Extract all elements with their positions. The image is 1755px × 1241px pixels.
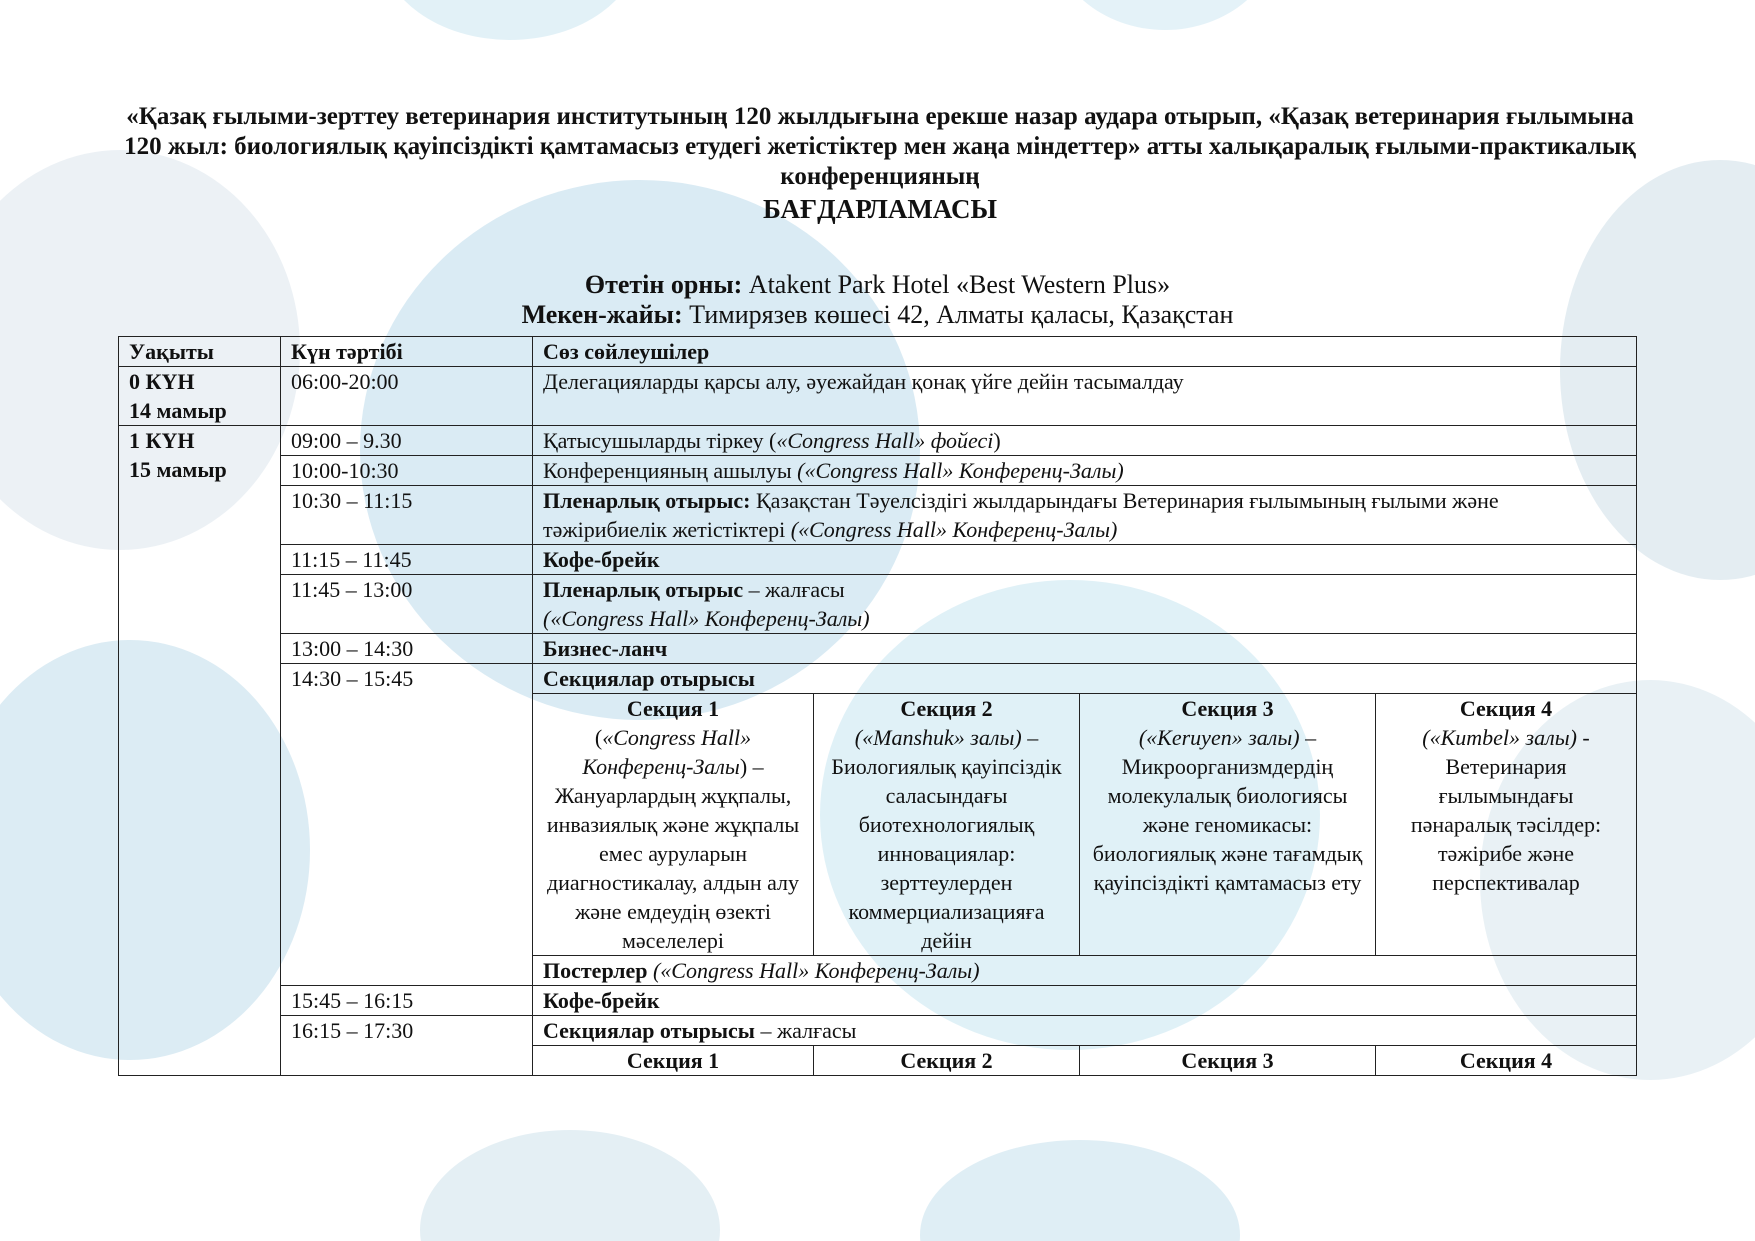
sessions2-time: 16:15 – 17:30 [281,1016,533,1076]
row-desc: Қатысушыларды тіркеу («Congress Hall» фойесі) [533,426,1637,456]
section2-4: Секция 4 [1376,1046,1637,1076]
row-time: 10:00-10:30 [281,456,533,486]
venue-place-label: Өтетін орны: [584,270,743,299]
row-desc: Кофе-брейк [533,986,1637,1016]
day1-label: 1 КҮН [129,428,195,453]
row-desc: Конференцияның ашылуы («Congress Hall» Конференц-Залы) [533,456,1637,486]
section-2: Секция 2 («Manshuk» залы) – Биологиялық қауіпсіздік саласындағы биотехнологиялық инновациялар: зерттеулерден коммерциализацияға дейін [814,694,1080,956]
table-row [119,1016,1637,1046]
day0-cell [119,367,281,426]
sessions-heading: Секциялар отырысы [533,664,1637,694]
venue-place [0,270,1755,300]
section2-1: Секция 1 [533,1046,814,1076]
header-time: Уақыты [119,337,281,367]
posters-row: Постерлер («Congress Hall» Конференц-Залы) [533,956,1637,986]
conference-title: «Қазақ ғылыми-зерттеу ветеринария институтының 120 жылдығына ерекше назар аудара отырып, «Қазақ ветеринария ғылымына 120 жыл: биологиялық қауіпсіздікті қамтамасыз етудегі жетістіктер мен жаңа міндеттер» атты халықаралық ғылыми-практикалық конференцияның [124,103,1636,190]
venue-place-value: Atakent Park Hotel «Best Western Plus» [748,270,1171,299]
venue-address-value: Тимирязев көшесі 42, Алматы қаласы, Қазақстан [689,300,1234,329]
program-heading: БАҒДАРЛАМАСЫ [763,194,997,224]
venue-address-label: Мекен-жайы: [521,300,683,329]
section-3: Секция 3 («Keruyen» залы) – Микроорганизмдердің молекулалық биологиясы және геномикасы: биологиялық және тағамдық қауіпсіздікті қамтамасыз ету [1080,694,1376,956]
row-time: 09:00 – 9.30 [281,426,533,456]
row-time: 11:15 – 11:45 [281,545,533,575]
venue-address [0,300,1755,330]
table-header-row [119,337,1637,367]
table-row [119,664,1637,694]
header-speakers: Сөз сөйлеушілер [533,337,1637,367]
table-row [119,575,1637,634]
section2-2: Секция 2 [814,1046,1080,1076]
day1-date: 15 мамыр [129,457,227,482]
section-1: Секция 1 («Congress Hall» Конференц-Залы) – Жануарлардың жұқпалы, инвазиялық және жұқпалы емес ауруларын диагностикалау, алдын алу және емдеудің өзекті мәселелері [533,694,814,956]
row-desc: Пленарлық отырыс – жалғасы («Congress Hall» Конференц-Залы) [533,575,1637,634]
sessions2-heading: Секциялар отырысы – жалғасы [533,1016,1637,1046]
day0-time: 06:00-20:00 [281,367,533,426]
table-row [119,426,1637,456]
table-row [119,986,1637,1016]
section-4: Секция 4 («Kumbel» залы) - Ветеринария ғылымындағы пәнаралық тәсілдер: тәжірибе және перспективалар [1376,694,1637,956]
venue-block [0,270,1755,330]
table-row [119,456,1637,486]
day0-label: 0 КҮН [129,369,195,394]
row-desc: Бизнес-ланч [533,634,1637,664]
row-time: 13:00 – 14:30 [281,634,533,664]
program-table [118,336,1637,1076]
document-title [120,102,1640,224]
sessions-time: 14:30 – 15:45 [281,664,533,986]
row-time: 11:45 – 13:00 [281,575,533,634]
table-row [119,367,1637,426]
header-schedule: Күн тәртібі [281,337,533,367]
section2-3: Секция 3 [1080,1046,1376,1076]
day0-desc: Делегацияларды қарсы алу, әуежайдан қонақ үйге дейін тасымалдау [533,367,1637,426]
row-time: 15:45 – 16:15 [281,986,533,1016]
day0-date: 14 мамыр [129,398,227,423]
day1-cell [119,426,281,1076]
table-row [119,486,1637,545]
table-row [119,634,1637,664]
row-desc: Кофе-брейк [533,545,1637,575]
row-time: 10:30 – 11:15 [281,486,533,545]
table-row [119,545,1637,575]
row-desc: Пленарлық отырыс: Қазақстан Тәуелсіздігі жылдарындағы Ветеринария ғылымының ғылыми және тәжірибиелік жетістіктері («Congress Hall» Конференц-Залы) [533,486,1637,545]
